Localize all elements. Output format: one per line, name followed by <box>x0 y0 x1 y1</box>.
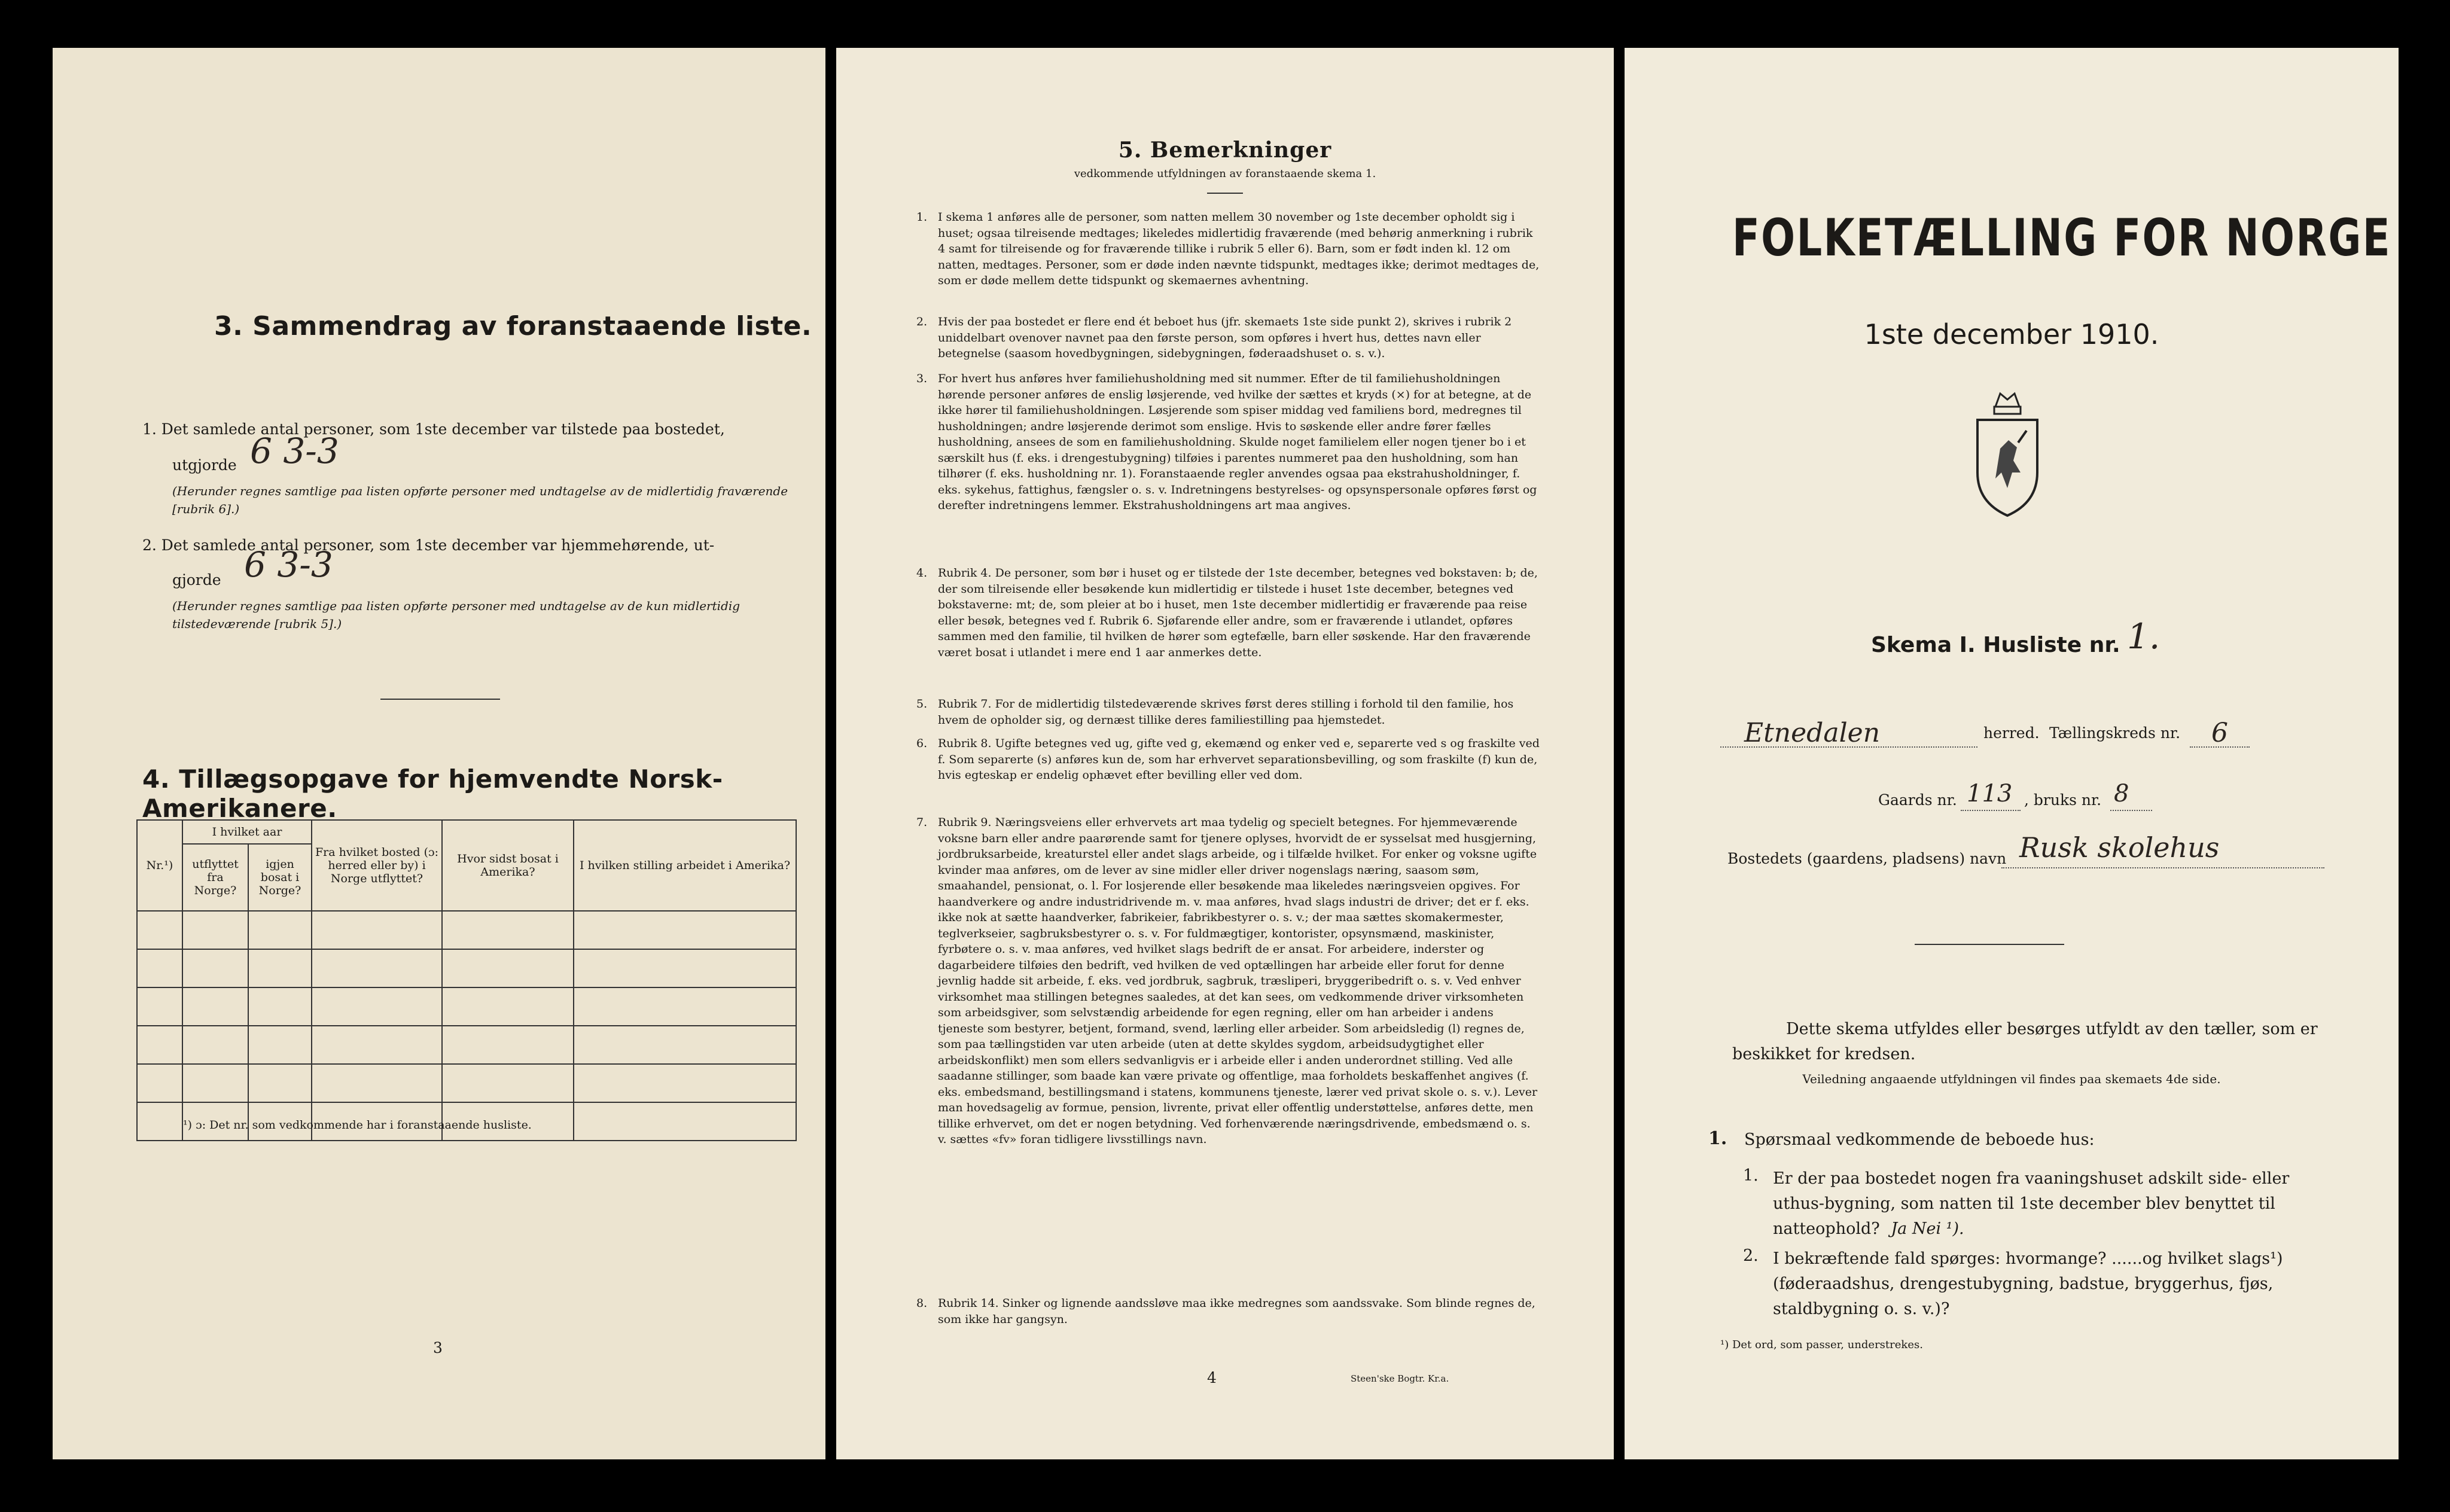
table-row <box>137 1064 796 1102</box>
krets-label: Tællingskreds nr. <box>2049 724 2181 742</box>
footnote: ¹) Det ord, som passer, understrekes. <box>1720 1339 1923 1351</box>
remarks-subtitle: vedkommende utfyldningen av foranstaaende skema 1. <box>1074 167 1376 180</box>
col-group: I hvilket aar <box>182 820 312 844</box>
norsk-amerikanere-table <box>136 819 797 1141</box>
item-1-line: 1. Det samlede antal personer, som 1ste december var tilstede paa bostedet, <box>142 420 725 438</box>
question-heading-number: 1. <box>1708 1128 1727 1149</box>
gaards-label: Gaards nr. <box>1878 791 1957 809</box>
col-nr: Nr.¹) <box>137 820 182 911</box>
remark-item-2: 2. Hvis der paa bostedet er flere end ét beboet hus (jfr. skemaets 1ste side punkt 2), skrives i rubrik 2 uniddelbart ovenover navnet paa den første person, som opføres i hvert hus, dettes navn eller betegnelse (saasom hovedbygningen, sidebygningen, føderaadshuset o. s. v.). <box>916 315 1512 360</box>
question-heading: Spørsmaal vedkommende de beboede hus: <box>1744 1130 2095 1149</box>
remarks-title: 5. Bemerkninger <box>1118 138 1332 163</box>
item-1-handwritten: 6 3-3 <box>250 431 339 471</box>
gaards-field: 113 <box>1961 780 2021 811</box>
table-footnote: ¹) ɔ: Det nr. som vedkommende har i foranstaaende husliste. <box>183 1118 532 1132</box>
table-row <box>137 911 796 949</box>
remark-item-3: 3. For hvert hus anføres hver familiehusholdning med sit nummer. Efter de til familiehusholdningen hørende personer anføres de enslig løsjerende, ved hvilke der sættes et kryds (×) for at betegne, at de ikke hører til familiehusholdningen. Løsjerende som spiser middag ved familiens bord, medregnes til husholdningen; andre løsjerende derimot som enslige. Hvis to søskende eller andre fører fælles husholdning, ansees de som en familiehusholdning. Skulde noget familielem eller nogen tjener bo i et særskilt hus (f. eks. i drengestubygning) tilføies i parentes nummeret paa den husholdning, som han tilhører (f. eks. husholdning nr. 1). Foranstaaende regler anvendes ogsaa paa ekstrahusholdninger, f. eks. sykehus, fattighus, fængsler o. s. v. Indretningens bestyrelses- og opsynspersonale opføres først og derefter indretningens lemmer. Ekstrahusholdningens art maa angives. <box>916 372 1537 512</box>
table-row <box>137 987 796 1026</box>
krets-field: 6 <box>2190 718 2250 748</box>
bruks-field: 8 <box>2110 780 2152 811</box>
item-2-note: (Herunder regnes samtlige paa listen opførte personer med undtagelse av de kun midlertidig tilstedeværende [rubrik 5].) <box>172 599 741 631</box>
col-hvor: Hvor sidst bosat i Amerika? <box>442 820 574 911</box>
table-row <box>137 1026 796 1064</box>
divider <box>1915 944 2064 945</box>
printer-mark: Steen'ske Bogtr. Kr.a. <box>1351 1373 1449 1384</box>
left-page <box>53 48 825 1459</box>
remark-item-1: 1. I skema 1 anføres alle de personer, som natten mellem 30 november og 1ste december opholdt sig i huset; ogsaa tilreisende medtages; likeledes midlertidig fraværende (med behørig anmerkning i rubrik 4 samt for tilreisende og for fraværende tillike i rubrik 5 eller 6). Barn, som er født inden kl. 12 om natten, medtages. Personer, som er døde inden nævnte tidspunkt, medtages ikke; derimot medtages de, som er døde mellem dette tidspunkt og skemaernes avhentning. <box>916 211 1540 287</box>
bosted-field: Rusk skolehus <box>2001 831 2324 868</box>
table-row <box>137 949 796 987</box>
col-igjen: igjen bosat i Norge? <box>248 844 312 911</box>
census-date: 1ste december 1910. <box>1864 318 2159 350</box>
herred-field: Etnedalen <box>1720 718 1977 748</box>
item-2-handwritten: 6 3-3 <box>244 544 333 585</box>
divider <box>1207 193 1243 194</box>
item-1-label: utgjorde <box>172 456 237 474</box>
schema-label: Skema I. Husliste nr. <box>1871 633 2120 657</box>
divider <box>380 699 500 700</box>
page-number: 3 <box>433 1339 443 1356</box>
section-3-title: 3. Sammendrag av foranstaaende liste. <box>214 311 812 342</box>
section-4-title: 4. Tillægsopgave for hjemvendte Norsk-Amerikanere. <box>142 764 723 823</box>
item-2-line: 2. Det samlede antal personer, som 1ste december var hjemmehørende, ut- <box>142 536 715 554</box>
item-2-label: gjorde <box>172 571 221 589</box>
veiledning-note: Veiledning angaaende utfyldningen vil findes paa skemaets 4de side. <box>1802 1072 2221 1086</box>
col-fra: Fra hvilket bosted (ɔ: herred eller by) i Norge utflyttet? <box>312 820 442 911</box>
census-title: FOLKETÆLLING FOR NORGE <box>1732 208 2391 268</box>
page-number: 4 <box>1207 1369 1217 1386</box>
middle-page <box>836 48 1614 1459</box>
herred-label: herred. <box>1983 724 2040 742</box>
husliste-number: 1. <box>2127 616 2160 657</box>
col-stilling: I hvilken stilling arbeidet i Amerika? <box>574 820 796 911</box>
remark-item-6: 6. Rubrik 8. Ugifte betegnes ved ug, gifte ved g, ekemænd og enker ved e, separerte ved s og fraskilte ved f. Som separerte (s) anføres kun de, som har erhvervet separationsbevilling, og som fraskilte (f) kun de, hvis egteskap er endelig ophævet efter bevilling eller ved dom. <box>916 737 1540 782</box>
instructions: Dette skema utfyldes eller besørges utfyldt av den tæller, som er beskikket for kredsen. <box>1732 1020 2318 1063</box>
col-utflyttet: utflyttet fra Norge? <box>182 844 248 911</box>
remark-item-4: 4. Rubrik 4. De personer, som bør i huset og er tilstede der 1ste december, betegnes ved bokstaven: b; de, der som tilreisende eller besøkende kun midlertidig er tilstede i huset 1ste december, betegnes ved bokstaverne: mt; de, som pleier at bo i huset, men 1ste december midlertidig er fraværende paa reise eller besøk, betegnes ved f. Rubrik 6. Sjøfarende eller andre, som er fraværende i utlandet, opføres sammen med den familie, til hvilken de hører som egtefælle, barn eller søskende. Har den fraværende været bosat i utlandet i mere end 1 aar anmerkes dette. <box>916 566 1538 659</box>
bosted-label: Bostedets (gaardens, pladsens) navn <box>1727 850 2007 867</box>
remark-item-7: 7. Rubrik 9. Næringsveiens eller erhvervets art maa tydelig og specielt betegnes. For hjemmeværende voksne barn eller andre paarørende samt for tjenere oplyses, hvorvidt de er sysselsat med husgjerning, jordbruksarbeide, kreaturstel eller andet slags arbeide, og i tilfælde hvilket. For enker og voksne ugifte kvinder maa anføres, om de lever av sine midler eller driver nogenslags næring, saasom søm, smaahandel, pensionat, o. l. For losjerende eller besøkende maa likeledes næringsveien opgives. For haandverkere og andre industridrivende m. v. maa anføres, hvad slags industri de driver; det er f. eks. ikke nok at sætte haandverker, fabrikeier, fabrikbestyrer o. s. v.; der maa sættes skomakermester, teglverkseier, sagbruksbestyrer o. s. v. For fuldmægtiger, kontorister, opsynsmænd, maskinister, fyrbøtere o. s. v. maa anføres, ved hvilket slags bedrift de er ansat. For arbeidere, inderster og dagarbeidere tilføies den bedrift, ved hvilken de ved optællingen har arbeide eller forut for denne jevnlig hadde sit arbeide, f. eks. ved jordbruk, sagbruk, træsliperi, bryggeribedrift o. s. v. Ved enhver virksomhet maa stillingen betegnes saaledes, at det kan sees, om vedkommende driver virksomheten som arbeidsgiver, som selvstændig arbeidende for egen regning, eller om han arbeider i andens tjeneste som bestyrer, betjent, formand, svend, lærling eller arbeider. Som arbeidsledig (l) regnes de, som paa tællingstiden var uten arbeide (uten at dette skyldes sygdom, arbeidsudygtighet eller arbeidskonflikt) men som ellers sedvanligvis er i arbeide eller i anden underordnet stilling. Ved alle saadanne stillinger, som baade kan være private og offentlige, maa forholdets beskaffenhet angives (f. eks. embedsmand, bestillingsmand i statens, kommunens tjeneste, lærer ved privat skole o. s. v.). Lever man hovedsagelig av formue, pension, livrente, privat eller offentlig understøttelse, anføres dette, men tillike erhvervet, om det er nogen betydning. Ved forhenværende næringsdrivende, embedsmænd o. s. v. sættes «fv» foran tidligere livsstillings navn. <box>916 816 1538 1146</box>
right-page <box>1625 48 2399 1459</box>
bruks-label: , bruks nr. <box>2024 791 2102 809</box>
q1-number: 1. <box>1743 1166 1759 1185</box>
question-1: Er der paa bostedet nogen fra vaaningshuset adskilt side- eller uthus-bygning, som natten til 1ste december blev benyttet til natteophold? Ja Nei ¹). <box>1773 1169 2290 1238</box>
remark-item-8: 8. Rubrik 14. Sinker og lignende aandssløve maa ikke medregnes som aandssvake. Som blinde regnes de, som ikke har gangsyn. <box>916 1297 1535 1326</box>
coat-of-arms-icon <box>1966 383 2049 520</box>
q2-number: 2. <box>1743 1246 1759 1265</box>
question-2: I bekræftende fald spørges: hvormange? ......og hvilket slags¹) (føderaadshus, drengestubygning, badstue, bryggerhus, fjøs, staldbygning o. s. v.)? <box>1773 1249 2283 1318</box>
remark-item-5: 5. Rubrik 7. For de midlertidig tilstedeværende skrives først deres stilling i forhold til den familie, hos hvem de opholder sig, og dernæst tillike deres familiestilling paa hjemstedet. <box>916 697 1514 727</box>
item-1-note: (Herunder regnes samtlige paa listen opførte personer med undtagelse av de midlertidig fraværende [rubrik 6].) <box>172 484 788 516</box>
